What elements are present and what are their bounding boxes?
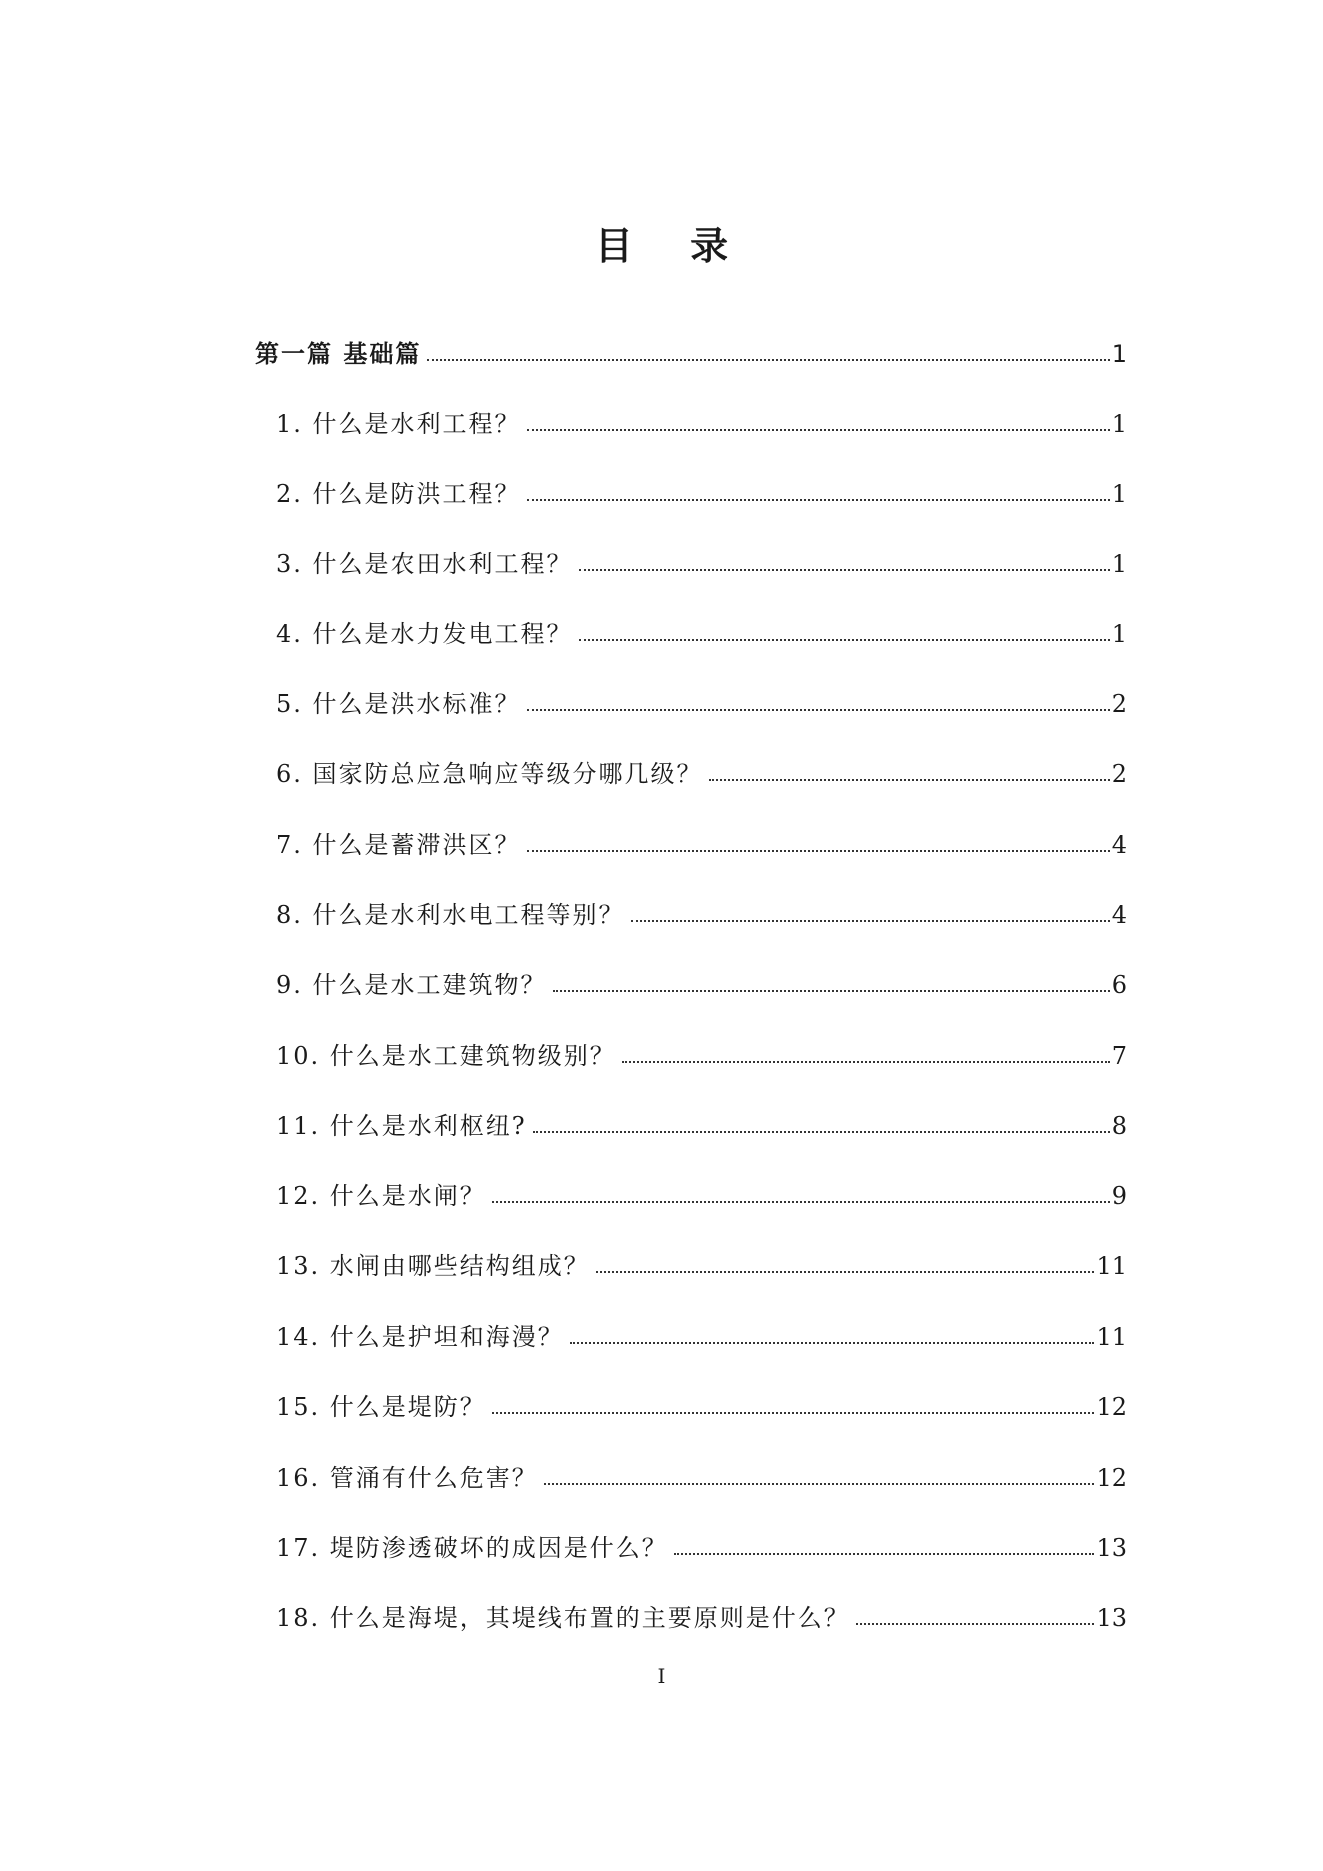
toc-entry-label: 3. 什么是农田水利工程？ — [276, 550, 573, 578]
toc-entry-page: 1 — [1111, 410, 1127, 438]
page-number: I — [657, 1664, 666, 1688]
toc-leader-dots — [527, 429, 1110, 431]
toc-entry[interactable] — [276, 1450, 1127, 1490]
toc-entry-label: 11. 什么是水利枢纽? — [276, 1112, 527, 1140]
toc-entry-label: 6. 国家防总应急响应等级分哪几级？ — [276, 760, 703, 788]
toc-entry[interactable] — [276, 1590, 1127, 1630]
toc-entry-label: 5. 什么是洪水标准？ — [276, 690, 521, 718]
toc-entry[interactable] — [276, 1028, 1127, 1068]
toc-entry[interactable] — [276, 1168, 1127, 1208]
toc-entry-page: 7 — [1111, 1042, 1127, 1070]
toc-leader-dots — [596, 1271, 1095, 1273]
toc-entry-label: 17. 堤防渗透破坏的成因是什么？ — [276, 1534, 668, 1562]
toc-entry-label: 15. 什么是堤防？ — [276, 1393, 486, 1421]
toc-entry-label: 7. 什么是蓄滞洪区？ — [276, 831, 521, 859]
toc-entry-label: 10. 什么是水工建筑物级别？ — [276, 1042, 616, 1070]
toc-entry-page: 11 — [1096, 1323, 1127, 1351]
toc-entry-page: 1 — [1111, 550, 1127, 578]
toc-entry[interactable] — [276, 396, 1127, 436]
toc-entry-page: 2 — [1111, 760, 1127, 788]
toc-entry-page: 1 — [1111, 480, 1127, 508]
toc-entry[interactable] — [276, 817, 1127, 857]
toc-entry-label: 18. 什么是海堤，其堤线布置的主要原则是什么？ — [276, 1604, 850, 1632]
toc-entry-page: 11 — [1096, 1252, 1127, 1280]
toc-leader-dots — [492, 1412, 1095, 1414]
toc-entry-label: 4. 什么是水力发电工程？ — [276, 620, 573, 648]
toc-leader-dots — [579, 639, 1110, 641]
toc-leader-dots — [527, 850, 1110, 852]
toc-leader-dots — [570, 1342, 1095, 1344]
toc-leader-dots — [527, 709, 1110, 711]
toc-entry[interactable] — [276, 676, 1127, 716]
toc-entry-label: 12. 什么是水闸？ — [276, 1182, 486, 1210]
toc-leader-dots — [579, 569, 1110, 571]
toc-leader-dots — [533, 1131, 1110, 1133]
toc-entry[interactable] — [276, 536, 1127, 576]
toc-entry-label: 16. 管涌有什么危害？ — [276, 1464, 538, 1492]
toc-entry[interactable] — [276, 746, 1127, 786]
toc-leader-dots — [527, 499, 1110, 501]
toc-leader-dots — [709, 779, 1110, 781]
toc-leader-dots — [622, 1061, 1110, 1063]
toc-entry-page: 8 — [1111, 1112, 1127, 1140]
toc-entry-label: 9. 什么是水工建筑物？ — [276, 971, 547, 999]
toc-entry-page: 6 — [1111, 971, 1127, 999]
toc-entry-page: 1 — [1111, 620, 1127, 648]
page-title: 目 录 — [594, 224, 751, 268]
toc-entry-page: 2 — [1111, 690, 1127, 718]
toc-entry-page: 12 — [1096, 1393, 1127, 1421]
toc-leader-dots — [544, 1483, 1095, 1485]
toc-entry-page: 9 — [1111, 1182, 1127, 1210]
toc-leader-dots — [856, 1623, 1095, 1625]
toc-entry[interactable] — [276, 1520, 1127, 1560]
toc-entry[interactable] — [276, 1238, 1127, 1278]
toc-entry[interactable] — [276, 466, 1127, 506]
toc-entry[interactable] — [276, 1309, 1127, 1349]
toc-leader-dots — [553, 990, 1110, 992]
toc-entry-page: 1 — [1111, 340, 1127, 368]
toc-entry-label: 第一篇 基础篇 — [255, 340, 422, 368]
toc-entry-page: 12 — [1096, 1464, 1127, 1492]
toc-entry-page: 4 — [1111, 901, 1127, 929]
toc-entry-page: 13 — [1096, 1534, 1127, 1562]
toc-entry-label: 13. 水闸由哪些结构组成？ — [276, 1252, 590, 1280]
toc-entry[interactable] — [276, 957, 1127, 997]
toc-entry[interactable] — [276, 887, 1127, 927]
toc-entry[interactable] — [276, 1379, 1127, 1419]
toc-entry[interactable] — [276, 606, 1127, 646]
toc-leader-dots — [492, 1201, 1110, 1203]
toc-entry-label: 14. 什么是护坦和海漫？ — [276, 1323, 564, 1351]
toc-entry-page: 4 — [1111, 831, 1127, 859]
toc-entry-page: 13 — [1096, 1604, 1127, 1632]
toc-entry[interactable] — [276, 1098, 1127, 1138]
toc-leader-dots — [674, 1553, 1095, 1555]
toc-entry-part-1[interactable] — [255, 326, 1127, 366]
toc-entry-label: 8. 什么是水利水电工程等别？ — [276, 901, 625, 929]
toc-leader-dots — [427, 359, 1109, 361]
toc-entry-label: 1. 什么是水利工程？ — [276, 410, 521, 438]
toc-leader-dots — [631, 920, 1110, 922]
toc-entry-label: 2. 什么是防洪工程？ — [276, 480, 521, 508]
